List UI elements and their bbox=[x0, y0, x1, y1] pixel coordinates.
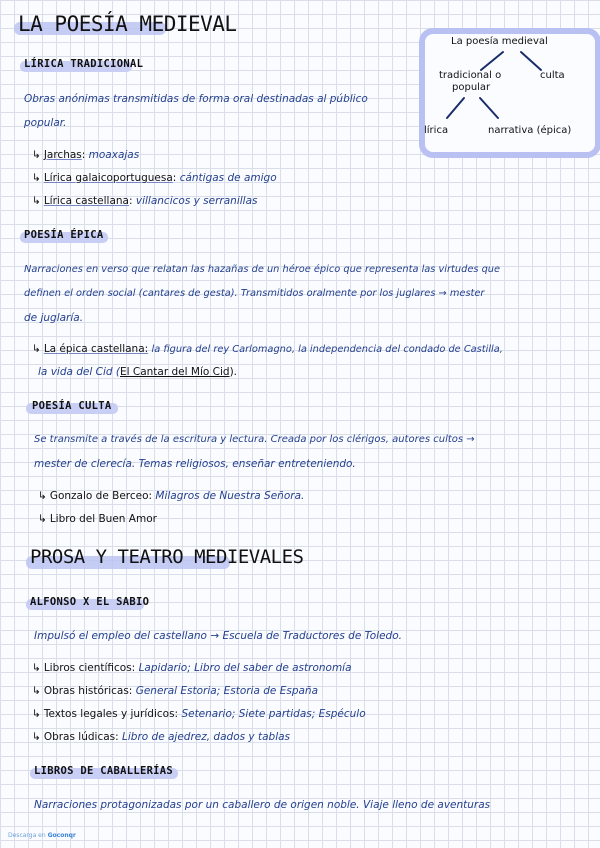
epica-text-line: Narraciones en verso que relatan las hazañas de un héroe épico que representa las virtudes que bbox=[24, 264, 501, 275]
culta-text-line: mester de clerecía. Temas religiosos, enseñar entreteniendo. bbox=[34, 458, 356, 470]
alfonso-text-line: Impulsó el empleo del castellano → Escuela de Traductores de Toledo. bbox=[34, 630, 402, 642]
epica-text-line: de juglaría. bbox=[24, 312, 84, 324]
lirica-text-line: popular. bbox=[24, 117, 67, 129]
list-item: ↳ Lírica castellana: villancicos y serranillas bbox=[32, 195, 258, 207]
arrow-icon: ↳ bbox=[32, 685, 41, 697]
list-item: ↳ Textos legales y jurídicos: Setenario; Siete partidas; Espéculo bbox=[32, 708, 366, 720]
concept-map-leaf: narrativa (épica) bbox=[488, 125, 572, 136]
list-item: ↳ Gonzalo de Berceo: Milagros de Nuestra Señora. bbox=[38, 490, 305, 502]
arrow-icon: ↳ bbox=[32, 662, 41, 674]
culta-text-line: Se transmite a través de la escritura y lectura. Creada por los clérigos, autores cultos → bbox=[34, 434, 475, 445]
section-title-prosa: PROSA Y TEATRO MEDIEVALES bbox=[30, 546, 304, 568]
section-heading-caballerias: LIBROS DE CABALLERÍAS bbox=[34, 765, 174, 777]
concept-map-branch: popular bbox=[452, 82, 491, 93]
footer-brand[interactable]: Descarga en Goconqr bbox=[8, 832, 76, 839]
concept-map-root: La poesía medieval bbox=[451, 36, 548, 47]
arrow-icon: ↳ bbox=[38, 513, 47, 525]
list-item: ↳ La épica castellana: la figura del rey Carlomagno, la independencia del condado de Castilla, bbox=[32, 343, 503, 355]
arrow-icon: ↳ bbox=[32, 343, 41, 355]
section-heading-lirica: LÍRICA TRADICIONAL bbox=[24, 58, 144, 70]
list-item: ↳ Obras históricas: General Estoria; Estoria de España bbox=[32, 685, 319, 697]
list-item: ↳ Libros científicos: Lapidario; Libro del saber de astronomía bbox=[32, 662, 352, 674]
arrow-icon: ↳ bbox=[32, 195, 41, 207]
arrow-icon: ↳ bbox=[38, 490, 47, 502]
concept-map-branch: culta bbox=[540, 70, 565, 81]
lirica-text-line: Obras anónimas transmitidas de forma oral destinadas al público bbox=[24, 93, 368, 105]
arrow-icon: ↳ bbox=[32, 149, 41, 161]
list-item: ↳ Obras lúdicas: Libro de ajedrez, dados y tablas bbox=[32, 731, 291, 743]
caballerias-text-line: Narraciones protagonizadas por un caballero de origen noble. Viaje lleno de aventuras bbox=[34, 799, 491, 811]
page-title: LA POESÍA MEDIEVAL bbox=[18, 12, 237, 36]
section-heading-epica: POESÍA ÉPICA bbox=[24, 229, 104, 241]
list-item: ↳ Lírica galaicoportuguesa: cántigas de amigo bbox=[32, 172, 277, 184]
concept-map-leaf: lírica bbox=[424, 125, 449, 136]
section-heading-alfonso: ALFONSO X EL SABIO bbox=[30, 596, 150, 608]
concept-map-lines bbox=[0, 0, 600, 160]
list-item: ↳ Jarchas: moaxajas bbox=[32, 149, 140, 161]
arrow-icon: ↳ bbox=[32, 731, 41, 743]
arrow-icon: ↳ bbox=[32, 708, 41, 720]
list-item-continuation: la vida del Cid (El Cantar del Mío Cid). bbox=[38, 366, 237, 378]
concept-map-branch: tradicional o bbox=[439, 70, 502, 81]
list-item: ↳ Libro del Buen Amor bbox=[38, 513, 157, 525]
section-heading-culta: POESÍA CULTA bbox=[32, 400, 112, 412]
arrow-icon: ↳ bbox=[32, 172, 41, 184]
epica-text-line: definen el orden social (cantares de gesta). Transmitidos oralmente por los juglares → mester bbox=[24, 288, 485, 299]
